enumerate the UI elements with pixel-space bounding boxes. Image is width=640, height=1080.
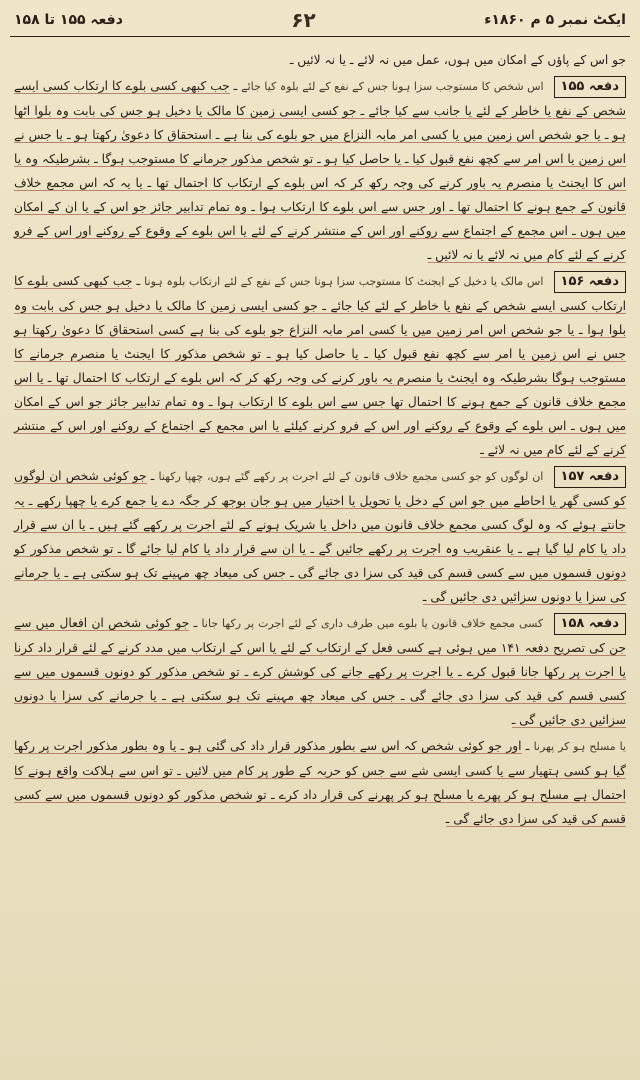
marginal-note: یا مسلح ہو کر پھرنا — [533, 740, 626, 753]
section-label — [554, 613, 626, 635]
section-label — [554, 76, 626, 98]
act-title: ایکٹ نمبر ۵ م ۱۸۶۰ء — [484, 12, 626, 28]
paragraph-text: جو کوئی شخص ان افعال میں سے جن کی تصریح دفعہ ۱۴۱ میں ہوئی ہے کسی فعل کے ارتکاب کے لئے یا اس کے ارتکاب میں مدد کرنے کے لئے قرار داد کرنا یا اجرت پر رکھا جانا قبول کرے ـ یا اجرت پر رکھے جانے کی کوشش کرے ـ تو شخص مذکور کو دونوں قسموں میں سے کسی قسم کی قید کی سزا دی جائے گی ـ جس کی میعاد چھ مہینے تک ہو سکتی ہے ـ یا جرمانے کی سزا یا دونوں سزائیں دی جائیں گی ـ — [14, 616, 626, 727]
section-158-continued: یا مسلح ہو کر پھرنا ـ اور جو کوئی شخص کہ اس سے بطور مذکور قرار داد کی گئی ہو ـ یا وہ بطور مذکور اجرت پر رکھا گیا ہو کسی ہتھیار سے یا کسی ایسی شے سے جس کو حربہ کے طور پر کام میں لائیں ـ تو اس سے ہلاکت واقع ہونے کا احتمال ہے مسلح ہو کر پھرے یا مسلح ہو کر پھرنے کی قرار داد کرے ـ تو شخص مذکور کو دونوں قسموں میں سے کسی قسم کی قید کی سزا دی جائے گی ـ — [14, 739, 626, 826]
paragraph-opening — [14, 48, 626, 72]
section-label-text: دفعہ ۱۵۶ — [560, 274, 619, 289]
header-rule — [10, 36, 630, 37]
marginal-note: اس شخص کا مستوجب سزا ہونا جس کے نفع کے لئے بلوہ کیا جائے — [241, 80, 544, 93]
section-label — [554, 271, 626, 293]
marginal-note: اس مالک یا دخیل کے ایجنٹ کا مستوجب سزا ہونا جس کے نفع کے لئے ارتکاب بلوہ ہونا — [144, 275, 544, 288]
body-text — [14, 48, 626, 1068]
paragraph-text: جب کبھی کسی بلوے کا ارتکاب کسی ایسے شخص کے نفع یا خاطر کے لئے کیا جائے ـ جو کسی ایسی زمین کا مالک یا دخیل ہو جس کی بابت وہ بلوا ہوا ـ یا جو شخص اس امر زمین میں یا کسی امر مابہ النزاع جو بلوے کی بنا ہے کسی استحقاق کا دعویٰ رکھتا ہو جس نے اس زمین یا امر سے کچھ نفع قبول کیا ـ یا حاصل کیا ہو ـ تو شخص مذکور کا ایجنٹ یا منصرم جرمانے کا مستوجب ہوگا بشرطیکہ وہ ایجنٹ یا منصرم یہ باور کرنے کی وجہ رکھ کر کہ اس بلوے کے ارتکاب کا احتمال تھا ـ یا اس مجمع خلاف قانون کے جمع ہونے کا احتمال تھا جس سے اس بلوے کا ارتکاب ہوا ـ وہ تمام تدابیر جائز جو اس کے امکان میں ہوں ـ اس بلوے کے وقوع کے روکنے اور اس کے فرو کرنے کیلئے یا اس مجمع کے اجتماع کے روکنے اور اس کے منتشر کرنے کے لئے کام میں نہ لائے ـ — [14, 274, 626, 457]
section-label-text: دفعہ ۱۵۸ — [560, 616, 619, 631]
section-label-text: دفعہ ۱۵۷ — [560, 469, 620, 484]
section-range: دفعہ ۱۵۵ تا ۱۵۸ — [14, 12, 123, 28]
section-label-text: دفعہ ۱۵۵ — [560, 79, 619, 94]
marginal-note: کسی مجمع خلاف قانون یا بلوے میں طرف داری کے لئے اجرت پر رکھا جانا — [201, 617, 544, 630]
section-156: دفعہ ۱۵۶ اس مالک یا دخیل کے ایجنٹ کا مستوجب سزا ہونا جس کے نفع کے لئے ارتکاب بلوہ ہونا ـ جب کبھی کسی بلوے کا ارتکاب کسی ایسے شخص کے نفع یا خاطر کے لئے کیا جائے ـ جو کسی ایسی زمین کا مالک یا دخیل ہو جس کی بابت وہ بلوا ہوا ـ یا جو شخص اس امر زمین میں یا کسی امر مابہ النزاع جو بلوے کی بنا ہے کسی استحقاق کا دعویٰ رکھتا ہو جس نے اس زمین یا امر سے کچھ نفع قبول کیا ـ یا حاصل کیا ہو ـ تو شخص مذکور کا ایجنٹ یا منصرم جرمانے کا مستوجب ہوگا بشرطیکہ وہ ایجنٹ یا منصرم یہ باور کرنے کی وجہ رکھ کر کہ اس بلوے کے ارتکاب کا احتمال تھا ـ یا اس مجمع خلاف قانون کے جمع ہونے کا احتمال تھا جس سے اس بلوے کا ارتکاب ہوا ـ وہ تمام تدابیر جائز جو اس کے امکان میں ہوں ـ اس بلوے کے وقوع کے روکنے اور اس کے فرو کرنے کیلئے یا اس مجمع کے اجتماع کے روکنے اور اس کے منتشر کرنے کے لئے کام میں نہ لائے ـ — [14, 269, 626, 462]
paragraph-text: اور جو کوئی شخص کہ اس سے بطور مذکور قرار داد کی گئی ہو ـ یا وہ بطور مذکور اجرت پر رکھا گیا ہو کسی ہتھیار سے یا کسی ایسی شے سے جس کو حربہ کے طور پر کام میں لائیں ـ تو اس سے ہلاکت واقع ہونے کا احتمال ہے مسلح ہو کر پھرے یا مسلح ہو کر پھرنے کی قرار داد کرے ـ تو شخص مذکور کو دونوں قسموں میں سے کسی قسم کی قید کی سزا دی جائے گی ـ — [14, 739, 626, 826]
section-157: دفعہ ۱۵۷ ان لوگوں کو جو کسی مجمع خلاف قانون کے لئے اجرت پر رکھے گئے ہوں، چھپا رکھنا ـ جو کوئی شخص ان لوگوں کو کسی گھر یا احاطے میں جو اس کے دخل یا تحویل یا اختیار میں ہو جان بوجھ کر جگہ دے یا جمع کرے یا چھپا رکھے ـ یہ جانتے ہوئے کہ وہ لوگ کسی مجمع خلاف قانون میں داخل یا شریک ہونے کے لئے اجرت پر رکھے گئے ہیں ـ یا ان سے قرار داد یا کام لیا گیا ہے ـ یا عنقریب وہ اجرت پر رکھے جائیں گے ـ یا ان سے قرار داد یا کام لیا جائے گا ـ تو شخص مذکور کو دونوں قسموں میں سے کسی قسم کی قید کی سزا دی جائے گی ـ جس کی میعاد چھ مہینے تک ہو سکتی ہے ـ یا جرمانے کی سزا یا دونوں سزائیں دی جائیں گی ـ — [14, 464, 626, 609]
page-header — [14, 6, 626, 34]
paragraph-text: جب کبھی کسی بلوے کا ارتکاب کسی ایسے شخص کے نفع یا خاطر کے لئے یا جانب سے کیا جائے ـ جو کسی ایسی زمین کا مالک یا دخیل ہو جس کی بابت وہ بلوا اٹھا ہو ـ یا جو شخص اس زمین میں یا کسی امر مابہ النزاع میں جو بلوے کی بنا ہے ـ استحقاق کا دعویٰ رکھتا ہو ـ یا جس نے اس زمین یا اس امر سے کچھ نفع قبول کیا ـ یا حاصل کیا ہو ـ تو شخص مذکور جرمانے کا مستوجب ہوگا ـ بشرطیکہ وہ یا اس کا ایجنٹ یا منصرم یہ باور کرنے کی وجہ رکھ کر کہ اس بلوے کے ارتکاب کا احتمال تھا ـ یا یہ کہ اس مجمع خلاف قانون کے جمع ہونے کا احتمال تھا ـ اور جس سے اس بلوے کا ارتکاب ہوا ـ وہ تمام تدابیر جائز جو اس کے یا ان کے امکان میں ہوں ـ اس مجمع کے اجتماع سے روکنے اور اس کے منتشر کرنے کے لئے یا اس بلوے کے وقوع کے روکنے اور اس کے فرو کرنے کے لئے کام میں نہ لائے یا نہ لائیں ـ — [14, 79, 626, 262]
marginal-note: ان لوگوں کو جو کسی مجمع خلاف قانون کے لئے اجرت پر رکھے گئے ہوں، چھپا رکھنا — [158, 470, 544, 483]
paragraph-text: جو اس کے پاؤں کے امکان میں ہوں، عمل میں نہ لائے ـ یا نہ لائیں ـ — [289, 53, 626, 67]
paragraph-text: جو کوئی شخص ان لوگوں کو کسی گھر یا احاطے میں جو اس کے دخل یا تحویل یا اختیار میں ہو جان بوجھ کر جگہ دے یا جمع کرے یا چھپا رکھے ـ یہ جانتے ہوئے کہ وہ لوگ کسی مجمع خلاف قانون میں داخل یا شریک ہونے کے لئے اجرت پر رکھے گئے ہیں ـ یا ان سے قرار داد یا کام لیا گیا ہے ـ یا عنقریب وہ اجرت پر رکھے جائیں گے ـ یا ان سے قرار داد یا کام لیا جائے گا ـ تو شخص مذکور کو دونوں قسموں میں سے کسی قسم کی قید کی سزا دی جائے گی ـ جس کی میعاد چھ مہینے تک ہو سکتی ہے ـ یا جرمانے کی سزا یا دونوں سزائیں دی جائیں گی ـ — [14, 469, 626, 604]
section-155: دفعہ ۱۵۵ اس شخص کا مستوجب سزا ہونا جس کے نفع کے لئے بلوہ کیا جائے ـ جب کبھی کسی بلوے کا ارتکاب کسی ایسے شخص کے نفع یا خاطر کے لئے یا جانب سے کیا جائے ـ جو کسی ایسی زمین کا مالک یا دخیل ہو جس کی بابت وہ بلوا اٹھا ہو ـ یا جو شخص اس زمین میں یا کسی امر مابہ النزاع میں جو بلوے کی بنا ہے ـ استحقاق کا دعویٰ رکھتا ہو ـ یا جس نے اس زمین یا اس امر سے کچھ نفع قبول کیا ـ یا حاصل کیا ہو ـ تو شخص مذکور جرمانے کا مستوجب ہوگا ـ بشرطیکہ وہ یا اس کا ایجنٹ یا منصرم یہ باور کرنے کی وجہ رکھ کر کہ اس بلوے کے ارتکاب کا احتمال تھا ـ یا یہ کہ اس مجمع خلاف قانون کے جمع ہونے کا احتمال تھا ـ اور جس سے اس بلوے کا ارتکاب ہوا ـ وہ تمام تدابیر جائز جو اس کے یا ان کے امکان میں ہوں ـ اس مجمع کے اجتماع سے روکنے اور اس کے منتشر کرنے کے لئے یا اس بلوے کے وقوع کے روکنے اور اس کے فرو کرنے کے لئے کام میں نہ لائے یا نہ لائیں ـ — [14, 74, 626, 267]
section-158: دفعہ ۱۵۸ کسی مجمع خلاف قانون یا بلوے میں طرف داری کے لئے اجرت پر رکھا جانا ـ جو کوئی شخص ان افعال میں سے جن کی تصریح دفعہ ۱۴۱ میں ہوئی ہے کسی فعل کے ارتکاب کے لئے یا اس کے ارتکاب میں مدد کرنے کے لئے قرار داد کرنا یا اجرت پر رکھا جانا قبول کرے ـ یا اجرت پر رکھے جانے کی کوشش کرے ـ تو شخص مذکور کو دونوں قسموں میں سے کسی قسم کی قید کی سزا دی جائے گی ـ جس کی میعاد چھ مہینے تک ہو سکتی ہے ـ یا جرمانے کی سزا یا دونوں سزائیں دی جائیں گی ـ — [14, 611, 626, 732]
page-number: ۶۲ — [291, 8, 316, 32]
section-label — [554, 466, 626, 488]
